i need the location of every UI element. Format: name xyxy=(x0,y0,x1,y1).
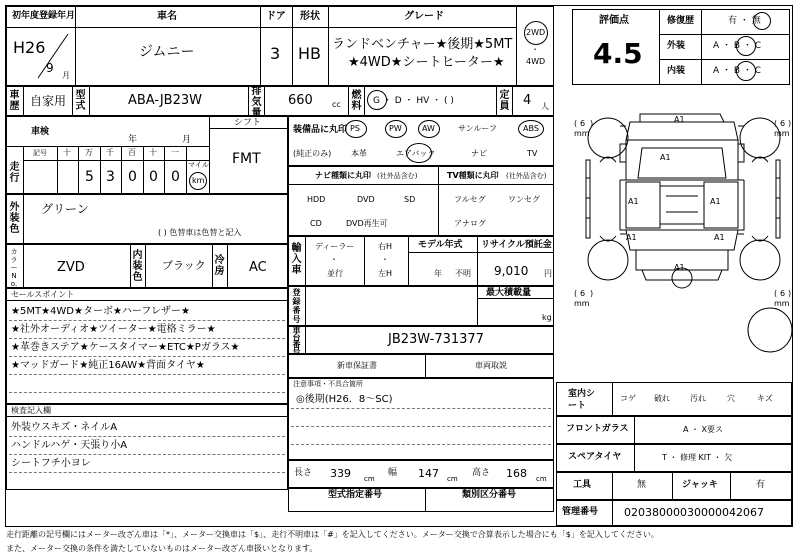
seat-opt-2: 破れ xyxy=(654,394,670,403)
capacity-value: 4 xyxy=(523,93,532,108)
displacement-unit: cc xyxy=(332,100,341,109)
seat-opt-5: キズ xyxy=(757,394,773,403)
equip-navi: ナビ xyxy=(471,149,487,158)
import-label: 輸入車 xyxy=(291,243,302,276)
import-right: 右H xyxy=(378,242,393,251)
spare-tire xyxy=(748,308,792,352)
equip-abs: ABS xyxy=(523,124,539,133)
height-label: 高さ xyxy=(472,468,491,478)
mile-label: マイル xyxy=(188,161,209,169)
repair-label: 修復歴 xyxy=(667,16,695,26)
glass-label: フロントガラス xyxy=(566,424,629,434)
tire-fl-close: ) xyxy=(590,119,594,128)
exterior-label: 外装 xyxy=(667,41,686,51)
drive-4wd: 4WD xyxy=(526,57,546,66)
length-label: 長さ xyxy=(294,468,313,478)
inspector-line-3: シートフチ小ヨレ xyxy=(11,458,91,469)
color-value: グリーン xyxy=(41,202,89,216)
max-load-unit: kg xyxy=(542,313,552,322)
docs-block xyxy=(288,354,554,378)
sales-points-label: セールスポイント xyxy=(11,290,75,299)
score-label: 評価点 xyxy=(599,15,629,26)
color-label: 外装色 xyxy=(9,202,20,235)
sales-point-line-2: ★社外オーディオ★ツイーター★電格ミラー★ xyxy=(11,324,216,335)
recycle-label: リサイクル預託金 xyxy=(481,240,552,250)
interior-color-label: 内装色 xyxy=(132,250,143,283)
doors-value: 3 xyxy=(270,44,281,63)
first-reg-label: 初年度登録年月 xyxy=(12,11,76,21)
shift-value: FMT xyxy=(232,151,261,167)
mileage-digit-2: 3 xyxy=(106,169,115,185)
import-dealer: ディーラー xyxy=(315,242,355,251)
chassis-value: JB23W-731377 xyxy=(388,332,484,347)
height-value: 168 xyxy=(506,467,527,480)
equip-leather: 本革 xyxy=(351,149,367,158)
inspection-label: 車検 xyxy=(31,127,50,137)
mileage-digit-label-5: 一 xyxy=(171,148,179,157)
tire-fl-unit: mm xyxy=(574,129,590,138)
width-unit: cm xyxy=(447,475,458,483)
grade-line-1: ランドベンチャー★後期★5MT xyxy=(332,37,513,52)
registration-label: 登録番号 xyxy=(292,288,301,324)
model-value: ABA-JB23W xyxy=(128,93,202,108)
glass-options: A ・ X要ス xyxy=(683,425,724,434)
equip-sunroof: サンルーフ xyxy=(458,124,497,133)
exterior-b-circle xyxy=(736,36,756,56)
equipment-label-line-1 xyxy=(293,126,347,135)
equip-pw: PW xyxy=(389,124,402,133)
type-spec-label: 型式指定番号 xyxy=(328,490,383,500)
max-load-label: 最大積載量 xyxy=(486,288,532,298)
inspector-label: 検査記入欄 xyxy=(11,406,51,415)
interior-options: A ・ B ・ C xyxy=(713,66,762,76)
tire-rear-left xyxy=(588,240,628,280)
drive-2wd: 2WD xyxy=(526,28,546,37)
tv-label: TV種類に丸印 xyxy=(447,171,499,180)
tire-rl-depth: 6 xyxy=(580,289,586,298)
capacity-label: 定員 xyxy=(499,90,510,112)
recycle-unit: 円 xyxy=(544,269,552,278)
tire-rl-unit: mm xyxy=(574,299,590,308)
mileage-digit-1: 5 xyxy=(85,169,94,185)
inspection-month: 月 xyxy=(182,135,192,145)
inspection-year: 年 xyxy=(128,135,138,145)
width-label: 幅 xyxy=(388,468,398,478)
tire-rr-depth: 6 xyxy=(780,289,786,298)
mileage-digit-label-4: 十 xyxy=(149,148,157,157)
notes-block xyxy=(288,378,554,460)
tire-rear-right xyxy=(740,240,780,280)
damage-mark-5: A1 xyxy=(626,233,637,242)
color-no-value: ZVD xyxy=(57,260,85,275)
sales-point-line-1: ★5MT★4WD★ターボ★ハーフレザー★ xyxy=(11,306,190,317)
navi-dvd-play: DVD再生可 xyxy=(346,219,388,228)
navi-dvd: DVD xyxy=(357,195,375,204)
damage-mark-1: A1 xyxy=(674,115,685,124)
mileage-digit-3: 0 xyxy=(128,169,137,185)
tire-rr-open: ( xyxy=(774,289,778,298)
equip-tv: TV xyxy=(527,149,538,158)
drive-dot: ・ xyxy=(531,45,539,54)
footer-line-2: また、メーター交換の条件を満たしていないものはメーター改ざん車扱いとなります。 xyxy=(6,544,318,553)
tire-rl-close: ) xyxy=(590,289,594,298)
score-value: 4.5 xyxy=(593,37,643,70)
tire-front-left xyxy=(588,118,628,158)
equipment-sub: (純正のみ) xyxy=(293,149,332,158)
inspector-line-2: ハンドルハゲ・天張り小A xyxy=(11,440,128,451)
spare-label: スペアタイヤ xyxy=(568,452,622,462)
tv-fullseg: フルセグ xyxy=(454,195,486,204)
mileage-digit-5: 0 xyxy=(171,169,180,185)
first-reg-month-unit: 月 xyxy=(62,71,70,80)
shift-label: シフト xyxy=(234,118,262,128)
mileage-label: 走行 xyxy=(9,162,20,184)
tire-fr-unit: mm xyxy=(774,129,790,138)
tire-rr-unit: mm xyxy=(774,299,790,308)
equip-airbag: エアバック xyxy=(396,149,436,158)
tire-fl-open: ( xyxy=(574,119,578,128)
first-reg-month: 9 xyxy=(46,61,54,75)
import-dot-1: ・ xyxy=(330,255,338,264)
model-year-unknown: 不明 xyxy=(455,269,471,278)
doors-label: ドア xyxy=(266,11,286,22)
km-label: km xyxy=(192,176,205,185)
height-unit: cm xyxy=(536,475,547,483)
ac-value: AC xyxy=(249,260,267,275)
grade-line-2: ★4WD★シートヒーター★ xyxy=(348,55,505,70)
seat-opt-4: 穴 xyxy=(727,394,735,403)
tv-sub: (社外品含む) xyxy=(506,172,547,180)
navi-hdd: HDD xyxy=(307,195,326,204)
model-year-year: 年 xyxy=(434,269,442,278)
navi-sd: SD xyxy=(404,195,416,204)
inspector-line-1: 外装ウスキズ・ネイルA xyxy=(11,422,118,433)
navi-label: ナビ種類に丸印 xyxy=(315,171,371,180)
shape-value: HB xyxy=(298,44,322,63)
tire-fl-depth: 6 xyxy=(580,119,586,128)
tire-fr-open: ( xyxy=(774,119,778,128)
tools-label: 工具 xyxy=(573,480,592,490)
sales-point-line-3: ★革巻きステア★ケースタイマー★ETC★Pガラス★ xyxy=(11,342,240,353)
jack-value: 有 xyxy=(756,480,766,490)
interior-color-value: ブラック xyxy=(162,259,206,272)
fuel-g-circle xyxy=(367,90,387,110)
interior-b-circle xyxy=(736,61,756,81)
mileage-digit-label-2: 千 xyxy=(106,148,114,157)
tire-fr-depth: 6 xyxy=(780,119,786,128)
displacement-value: 660 xyxy=(288,93,313,108)
shape-label: 形状 xyxy=(300,11,320,22)
mileage-digit-label-1: 万 xyxy=(85,148,93,157)
first-reg-era: H26 xyxy=(13,38,46,57)
recycle-value: 9,010 xyxy=(494,264,529,278)
import-parallel: 並行 xyxy=(327,269,343,278)
mileage-digit-4: 0 xyxy=(149,169,158,185)
exterior-options: A ・ B ・ C xyxy=(713,41,762,51)
car-name-label: 車名 xyxy=(157,11,177,22)
grade-label: グレード xyxy=(404,11,444,22)
seat-label: 室内シート xyxy=(568,389,596,411)
length-unit: cm xyxy=(364,475,375,483)
equip-aw: AW xyxy=(422,124,435,133)
damage-mark-2: A1 xyxy=(660,153,671,162)
color-no-block xyxy=(6,244,288,288)
navi-cd: CD xyxy=(310,219,322,228)
damage-mark-7: A1 xyxy=(674,263,685,272)
import-dot-2: ・ xyxy=(381,255,389,264)
tv-analog: アナログ xyxy=(454,219,486,228)
repair-options: 有 ・ 無 xyxy=(728,16,761,26)
mileage-sym-label: 記号 xyxy=(33,149,47,157)
notes-value: ◎後期(H26．8～SC) xyxy=(296,394,393,405)
tire-rr-close: ) xyxy=(788,289,792,298)
navi-sub: (社外品含む) xyxy=(377,172,418,180)
model-label: 型式 xyxy=(75,90,86,112)
equip-ps: PS xyxy=(350,124,360,133)
equipment-label: 装備品に丸印 xyxy=(293,125,348,135)
category-label: 類別区分番号 xyxy=(462,490,517,500)
tire-rl-open: ( xyxy=(574,289,578,298)
color-no-label: カラーNo. xyxy=(10,248,18,288)
manage-value: 02038000030000042067 xyxy=(624,506,764,519)
chassis-label: 車台番号 xyxy=(292,326,301,356)
usage-label: 車歴 xyxy=(9,90,20,112)
fuel-label: 燃料 xyxy=(351,90,362,112)
tv-oneseg: ワンセグ xyxy=(508,195,540,204)
color-note: ( ) 色替車は色替と記入 xyxy=(158,228,242,237)
damage-mark-6: A1 xyxy=(714,233,725,242)
damage-mark-4: A1 xyxy=(710,197,721,206)
footer-line-1: 走行距離の記号欄にはメーター改ざん車は「*」、メーター交換車は「$」、走行不明車は「#」を記入してください。メーター交換で合算表示した場合にも「$」を記入してください。 xyxy=(6,530,659,539)
jack-label: ジャッキ xyxy=(682,480,718,490)
tools-value: 無 xyxy=(637,480,647,490)
seat-opt-1: コゲ xyxy=(620,394,636,403)
seat-opt-3: 汚れ xyxy=(690,394,706,403)
manage-label: 管理番号 xyxy=(562,507,599,517)
car-diagram xyxy=(560,100,795,370)
usage-value: 自家用 xyxy=(30,94,67,108)
displacement-label: 排気量 xyxy=(251,86,262,119)
ac-label: 冷房 xyxy=(214,255,225,277)
capacity-unit: 人 xyxy=(541,102,549,111)
mileage-digit-label-3: 百 xyxy=(128,148,136,157)
interior-label: 内装 xyxy=(667,66,686,76)
model-year-label: モデル年式 xyxy=(418,240,463,250)
fuel-options: G ・ D ・ HV ・ ( ) xyxy=(373,96,454,106)
mileage-digit-label-0: 十 xyxy=(63,148,71,157)
import-left: 左H xyxy=(378,269,393,278)
manual-label: 車両取説 xyxy=(475,361,507,370)
width-value: 147 xyxy=(418,467,439,480)
repair-none-circle xyxy=(753,12,771,30)
warranty-label: 新車保証書 xyxy=(337,361,377,370)
length-value: 339 xyxy=(330,467,351,480)
damage-mark-3: A1 xyxy=(628,197,639,206)
notes-label: 注意事項・不具合箇所 xyxy=(293,380,363,388)
spare-options: T ・ 修理 KIT ・ 欠 xyxy=(662,453,733,462)
tire-fr-close: ) xyxy=(788,119,792,128)
car-name: ジムニー xyxy=(139,44,195,60)
sales-point-line-4: ★マッドガード★純正16AW★背面タイヤ★ xyxy=(11,360,205,371)
